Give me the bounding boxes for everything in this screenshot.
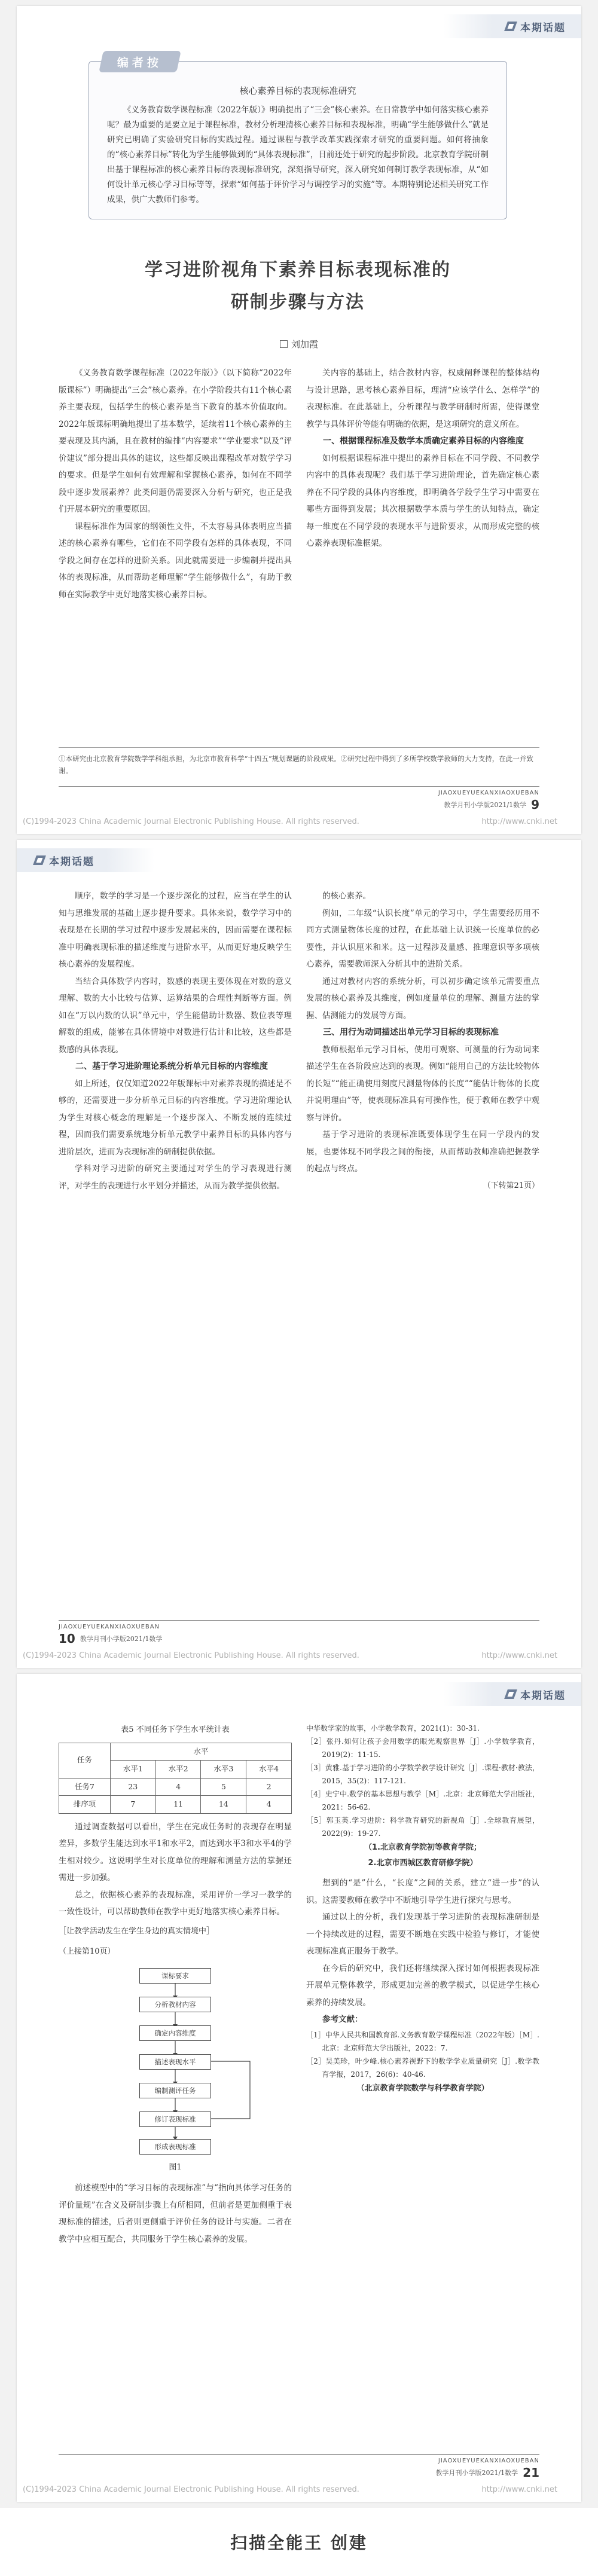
paragraph: 例如，二年级“认识长度”单元的学习中，学生需要经历用不同方式测量物体长度的过程，在此基础上认识统一长度单位的必要性，并认识厘米和米。这一过程涉及量感、推理意识等多项核心素养，需要教师深入分析其中的进阶关系。 [306,908,539,969]
paragraph: 的核心素养。 [322,891,371,901]
table-cell: 4 [155,1778,201,1796]
table-cell: 7 [110,1796,155,1814]
page1-column-right [306,365,539,552]
affiliation: （1.北京教育学院初等教育学院； [364,1843,481,1852]
table-cell: 2 [246,1778,292,1796]
paragraph: 学科对学习进阶的研究主要通过对学生的学习表现进行测评，对学生的表现进行水平划分并描述，从而为教学提供依据。 [59,1164,292,1191]
watermark-url: http://www.cnki.net [481,817,557,826]
paragraph: 课程标准作为国家的纲领性文件，不太容易具体表明应当描述的核心素养有哪些，它们在不同学段有怎样的具体表现，不同学段之间存在怎样的进阶关系。因此就需要进一步编制并提出具体的表现标准，从而帮助老师理解“学生能够做什么”，有助于教师在实际教学中更好地落实核心素养目标。 [59,521,292,600]
table-cell: 排序项 [59,1796,111,1814]
table-header: 任务 [59,1743,111,1778]
editor-note-tab-label: 编者按 [117,56,163,69]
page-number: 21 [523,2465,539,2480]
reference-item: ［3］黄雅.基于学习进阶的小学数学教学设计研究［J］.课程·教材·教法，2015，35(2)：117-121. [306,1764,539,1785]
references-heading: 参考文献： [322,2015,363,2024]
copyright-watermark [17,1651,581,1664]
editor-note-box [89,56,507,219]
editor-note-body: 《义务教育数学课程标准（2022年版）》明确提出了“三会”核心素养。在日常教学中如何落实核心素养呢？最为重要的是要立足于课程标准，教材分析理清核心素养目标和表现标准，明确“学生能够做什么”就是研究已明确了实验研究目标的实践过程。通过课程与教学改革实践探索才研究的重要问题。如何将抽象的“核心素养目标”转化为学生能够做到的“具体表现标准”，日前还处于研究的起步阶段。北京教育学院研制出基于课程标准的核心素养目标的表现标准研究，深刻指导研究，深入研究如何制订教学表现标准，从“如何设计单元核心学习目标等等，探索“如何基于评价学习与调控学习的实施”等。本期特别论述相关研究工作成果，供广大教师们参考。 [107,105,489,204]
footnote: ①本研究由北京教育学院数学学科组承担，为北京市教育科学“十四五”规划课题的阶段成果。②研究过程中得到了多所学校数学教师的大力支持，在此一并致谢。 [59,747,539,777]
table-header: 水平1 [110,1761,155,1779]
journal-page-2 [17,840,581,1668]
page1-column-left [59,365,292,603]
section-label: 本期话题 [49,855,94,868]
footer-pinyin: JIAOXUEYUEKANXIAOXUEBAN [438,790,539,796]
flow-node: 确定内容维度 [139,2025,211,2041]
page2-column-right [306,888,539,1194]
flow-node: 描述表现水平 [139,2054,211,2070]
table-cell: 11 [155,1796,201,1814]
page-number: 10 [59,1631,75,1646]
paragraph: 通过对教材内容的系统分析，可以初步确定该单元需要重点发展的核心素养及其维度，例如度量单位的理解、测量方法的掌握、估测能力的发展等方面。 [306,976,539,1020]
watermark-left: (C)1994-2023 China Academic Journal Electronic Publishing House. All rights reserved. [23,1651,359,1660]
editor-note-tab [99,51,181,72]
reference-item: ［5］郭玉英.学习进阶：科学教育研究的新视角［J］.全球教育展望，2022(9)：19-27. [306,1816,539,1838]
flow-node: 分析教材内容 [139,1997,211,2012]
author-box-icon [280,340,288,348]
paragraph: 前述模型中的“学习目标的表现标准”与“指向具体学习任务的评价量规”在含义及研制步骤上有所相同，但前者是更加侧重于表现标准的描述，后者则更侧重于评价任务的设计与实施。二者在教学中应相互配合，共同服务于学生核心素养的发展。 [59,2183,292,2244]
reference-item: ［1］中华人民共和国教育部.义务教育数学课程标准（2022年版）［M］.北京：北京师范大学出版社，2022：7. [306,2030,539,2052]
section-ribbon [444,1682,581,1706]
journal-page-3 [17,1674,581,2502]
paragraph: 在今后的研究中，我们还将继续深入探讨如何根据表现标准开展单元整体教学，形成更加完善的教学模式，以促进学生核心素养的持续发展。 [306,1963,539,2007]
table-cell: 23 [110,1778,155,1796]
scanner-banner: 扫描全能王 创建 [0,2508,598,2576]
section-label: 本期话题 [520,1689,566,1702]
section-mark-icon [504,1689,517,1699]
page-footer [17,786,581,810]
section-mark-icon [33,855,46,865]
copyright-watermark [17,817,581,830]
watermark-left: (C)1994-2023 China Academic Journal Electronic Publishing House. All rights reserved. [23,2485,359,2494]
affiliation: 2.北京市西城区教育研修学院） [368,1859,478,1868]
editor-note-subtitle: 核心素养目标的表现标准研究 [239,85,356,96]
continued-note: （下转第21页） [483,1181,539,1190]
copyright-watermark [17,2485,581,2498]
table-cell: 任务7 [59,1778,111,1796]
paragraph: 《义务教育数学课程标准（2022年版）》（以下简称“2022年版课标”）明确提出“三会”核心素养。在小学阶段共有11个核心素养主要表现，包括学生的核心素养是当下教育的基本价值取向。2022年版课标明确地提出了基本数学，延续着11个核心素养的主要表现及其内涵，且在教材的编排“内容要求”“学业要求”以及“评价建议”部分提出具体的建议，这些都反映出课程改革对数学学习的要求。但是学生如何有效理解和掌握核心素养，如何在不同学段中逐步发展素养？此类问题仍需要深入分析与研究，也正是我们开展本研究的重要原因。 [59,368,292,514]
footer-magazine: 教学月刊小学版2021/1数学 [444,801,527,809]
table-header: 水平 [110,1743,291,1761]
paragraph: 如上所述，仅仅知道2022年版课标中对素养表现的描述是不够的，还需要进一步分析单元目标的内容维度。学习进阶理论认为学生对核心概念的理解是一个逐步深入、不断发展的连续过程，因而我们需要系统地分析单元教学中素养目标的具体内容与进阶层次，进而为表现标准的研制提供依据。 [59,1078,292,1157]
page-footer [17,1620,581,1644]
figure-intro: ［让教学活动发生在学生身边的真实情境中］ [59,1926,215,1936]
reference-item: 中华数学家的故事，小学数学教育，2021(1)：30-31. [306,1724,480,1732]
footer-pinyin: JIAOXUEYUEKANXIAOXUEBAN [59,1624,160,1630]
paragraph: 通过调查数据可以看出，学生在完成任务时的表现存在明显差异，多数学生能达到水平1和水平2，而达到水平3和水平4的学生相对较少。这说明学生对长度单位的理解和测量方法的掌握还需进一步加强。 [59,1822,292,1883]
section-label: 本期话题 [520,22,566,34]
table-header: 水平4 [246,1761,292,1779]
paragraph: 关内容的基础上，结合教材内容，权威阐释课程的整体结构与设计思路，思考核心素养目标，理清“应该学什么、怎样学”的表现标准。在此基础上，分析课程与教学研制时所需，使得课堂教学与具体评价等能有明确的依据，是这项研究的意义所在。 [306,368,539,429]
reference-item: ［2］吴美珍，叶少峰.核心素养视野下的数学学业质量研究［J］.数学教育学报，2017，26(6)：40-46. [306,2056,539,2079]
table-header: 水平3 [201,1761,246,1779]
figure-name: 图1 [169,2162,182,2172]
paragraph: 通过以上的分析，我们发现基于学习进阶的表现标准研制是一个持续改进的过程，需要不断地在实践中检验与修订，才能使表现标准真正服务于教学。 [306,1912,539,1956]
watermark-url: http://www.cnki.net [481,1651,557,1660]
section-ribbon [17,848,154,872]
continued-from-note: （上接第10页） [59,1947,115,1956]
page3-column-right [306,1722,539,2097]
section-mark-icon [504,22,517,31]
paragraph: 当结合具体数学内容时，数感的表现主要体现在对数的意义理解、数的大小比较与估算、运算结果的合理性判断等方面。例如在“万以内数的认识”单元中，学生能借助计数器、数位表等理解数的组成，能够在具体情境中对数进行估计和比较，这些都是数感的具体表现。 [59,976,292,1055]
paragraph: 想到的“是”什么，“长度”之间的关系，建立“进一步”的认识。这需要教师在教学中不断地引导学生进行探究与思考。 [306,1878,539,1905]
journal-page-1 [17,6,581,834]
article-title [59,254,537,319]
section-heading-1: 一、根据课程标准及数学本质确定素养目标的内容维度 [323,436,524,446]
affiliation: （北京教育学院数学与科学教育学院） [356,2083,489,2093]
section-ribbon [444,14,581,38]
flowchart-figure [59,1964,292,2156]
paragraph: 总之，依据核心素养的表现标准，采用评价一学习一教学的一致性设计，可以帮助教师在教学中更好地落实核心素养目标。 [59,1890,292,1917]
page-footer [17,2454,581,2478]
paragraph: 如何根据课程标准中提出的素养目标在不同学段、不同教学内容中的具体表现呢？我们基于学习进阶理论，首先确定核心素养在不同学段的具体内容维度，即明确各学段学生学习中需要在哪些方面得到发展；其次根据数学本质与学生的认知特点，确定每一维度在不同学段的表现水平与进阶要求，从而形成完整的核心素养表现标准框架。 [306,453,539,548]
reference-list-a [306,1722,539,1840]
table-cell: 14 [201,1796,246,1814]
article-author [17,338,581,350]
author-name: 刘加霞 [291,339,318,350]
flow-node: 形成表现标准 [139,2139,211,2155]
paragraph: 顺序，数学的学习是一个逐步深化的过程，应当在学生的认知与思维发展的基础上逐步提升要求。具体来说，数学学习中的表现是在长期的学习过程中逐步发展起来的，因而需要在课程标准中明确表现标准的描述维度与进阶水平，从而更好地反映学生核心素养的发展程度。 [59,891,292,969]
section-heading-3: 三、用行为动词描述出单元学习目标的表现标准 [323,1028,499,1037]
paragraph: 基于学习进阶的表现标准既要体现学生在同一学段内的发展，也要体现不同学段之间的衔接，从而帮助教师准确把握教学的起点与终点。 [306,1130,539,1174]
article-title-line-1: 学习进阶视角下素养目标表现标准的 [145,259,451,280]
flow-node: 修订表现标准 [139,2111,211,2127]
watermark-left: (C)1994-2023 China Academic Journal Electronic Publishing House. All rights reserved. [23,817,359,826]
level-stat-table [59,1743,292,1814]
page3-column-left [59,1722,292,2248]
reference-item: ［2］张丹.如何让孩子会用数学的眼光观察世界［J］.小学数学教育，2019(2)：11-15. [306,1737,539,1759]
table-cell: 5 [201,1778,246,1796]
table-row [59,1778,292,1796]
paragraph: 教师根据单元学习目标，使用可观察、可测量的行为动词来描述学生在各阶段应达到的表现。例如“能用自己的方法比较物体的长短”“能正确使用刻度尺测量物体的长度”“能估计物体的长度并说明理由”等，使表现标准具有可操作性，便于教师在教学中观察与评价。 [306,1044,539,1123]
footer-magazine: 教学月刊小学版2021/1数学 [80,1635,163,1643]
page-number: 9 [531,797,539,812]
reference-list-b [306,2028,539,2081]
flow-node: 课标要求 [139,1968,211,1984]
article-title-line-2: 研制步骤与方法 [231,292,365,313]
table-caption: 表5 不同任务下学生水平统计表 [121,1725,230,1734]
footer-magazine: 教学月刊小学版2021/1数学 [435,2469,518,2477]
reference-item: ［4］史宁中.数学的基本思想与教学［M］.北京：北京师范大学出版社，2021：56-62. [306,1790,539,1811]
footer-pinyin: JIAOXUEYUEKANXIAOXUEBAN [438,2458,539,2464]
watermark-url: http://www.cnki.net [481,2485,557,2494]
table-header: 水平2 [155,1761,201,1779]
flow-node: 编制测评任务 [139,2083,211,2098]
page2-column-left [59,888,292,1194]
table-row [59,1796,292,1814]
section-heading-2: 二、基于学习进阶理论系统分析单元目标的内容维度 [75,1062,268,1071]
table-cell: 4 [246,1796,292,1814]
